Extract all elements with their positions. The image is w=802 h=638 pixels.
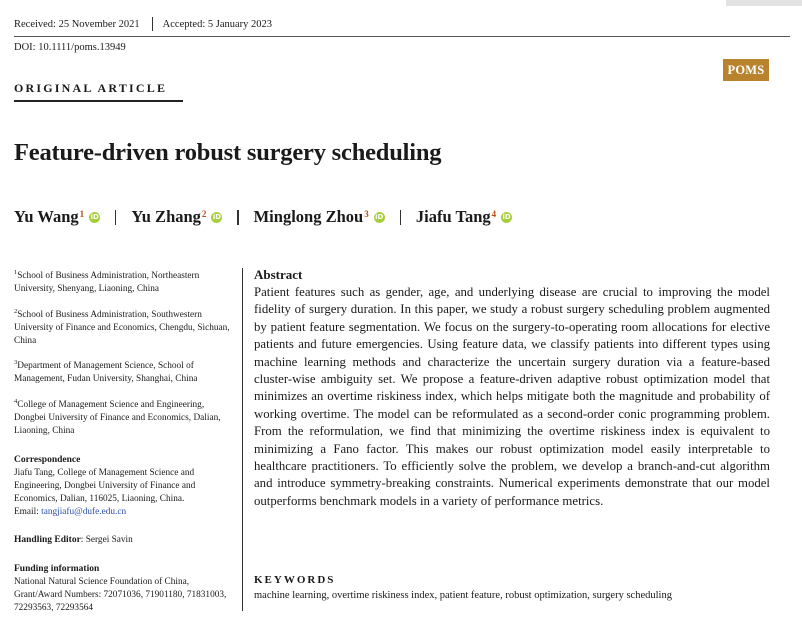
affiliation-text: Department of Management Science, School of Management, Fudan University, Shanghai, China — [14, 361, 198, 385]
affiliation-text: School of Business Administration, Southwestern University of Finance and Economics, Chengdu, Sichuan, China — [14, 309, 230, 346]
author-affiliation-sup: 3 — [364, 209, 369, 219]
author-4[interactable] — [416, 207, 512, 227]
article-info-column — [14, 266, 230, 625]
author-name: Yu Wang — [14, 207, 79, 226]
window-corner-strip — [726, 0, 802, 6]
orcid-icon[interactable]: iD — [375, 212, 384, 221]
affiliation — [14, 356, 230, 386]
keywords-text: machine learning, overtime riskiness index, patient feature, robust optimization, surgery scheduling — [254, 590, 672, 601]
author-divider — [115, 210, 116, 225]
affiliation — [14, 305, 230, 348]
author-affiliation-sup: 1 — [79, 209, 85, 219]
author-2[interactable] — [131, 207, 222, 227]
header-rule — [14, 36, 790, 37]
journal-logo: POMS — [723, 59, 769, 81]
funding-block — [14, 563, 230, 615]
handling-editor-name: : Sergei Savin — [80, 534, 133, 545]
orcid-icon[interactable]: iD — [212, 212, 222, 221]
correspondence-heading: Correspondence — [14, 454, 81, 465]
author-3[interactable] — [254, 207, 385, 227]
author-affiliation-sup: 4 — [491, 209, 497, 219]
orcid-icon[interactable]: iD — [90, 212, 99, 221]
article-type-rule — [14, 100, 183, 102]
handling-editor-label: Handling Editor — [14, 534, 81, 545]
affiliation-number: 3 — [14, 359, 18, 367]
article-title: Feature-driven robust surgery scheduling — [14, 139, 442, 166]
doi[interactable]: DOI: 10.1111/poms.13949 — [14, 42, 126, 53]
correspondence-text: Jiafu Tang, College of Management Science and Engineering, Dongbei University of Finance and Economics, Dalian, 116025, Liaoning, China. — [14, 467, 196, 504]
author-list — [14, 207, 512, 227]
author-divider — [400, 210, 401, 225]
received-date: Received: 25 November 2021 — [14, 18, 140, 30]
correspondence-email-line — [14, 506, 230, 519]
author-divider — [237, 210, 238, 225]
abstract-text: Patient features such as gender, age, and underlying disease are crucial to improving the model fidelity of surgery duration. In this paper, we study a robust surgery scheduling problem augmented by patient feature segmentation. We focus on the surgery-to-operating room allocations for elective patients and future emergencies. Using feature data, we classify patients into different types using machine learning methods and characterize the uncertain surgery duration via a feature-based cluster-wise ambiguity set. We propose a feature-driven adaptive robust optimization model that minimizes an overtime riskiness index, which helps mitigate both the magnitude and probability of working overtime. The model can be reformulated as a second-order conic programming problem. From the reformulation, we find that minimizing the overtime riskiness index is equivalent to minimizing a Fano factor. This makes our robust optimization model easily interpretable to healthcare practitioners. To efficiently solve the problem, we develop a branch-and-cut algorithm and introduce symmetry-breaking constraints. Numerical experiments demonstrate that our model outperforms benchmark models in a variety of performance metrics. — [254, 285, 770, 508]
affiliation — [14, 395, 230, 438]
email-label: Email: — [14, 506, 42, 517]
affiliation-number: 2 — [14, 307, 18, 315]
affiliation-number: 4 — [14, 397, 18, 405]
abstract-heading: Abstract — [254, 267, 303, 282]
handling-editor-block — [14, 534, 230, 547]
column-divider — [242, 268, 243, 611]
keywords-heading: KEYWORDS — [254, 574, 336, 586]
author-name: Jiafu Tang — [415, 207, 491, 226]
author-affiliation-sup: 2 — [201, 209, 207, 219]
affiliation-text: School of Business Administration, Northeastern University, Shenyang, Liaoning, China — [14, 271, 200, 295]
author-name: Yu Zhang — [131, 207, 201, 226]
affiliation-text: College of Management Science and Engineering, Dongbei University of Finance and Economics, Dalian, Liaoning, China — [14, 399, 221, 436]
author-name: Minglong Zhou — [253, 207, 364, 226]
funding-heading: Funding information — [14, 563, 100, 574]
affiliation — [14, 266, 230, 296]
email-link[interactable]: tangjiafu@dufe.edu.cn — [41, 506, 127, 517]
received-accepted-row — [14, 17, 272, 31]
article-type-label: ORIGINAL ARTICLE — [14, 81, 168, 95]
affiliation-number: 1 — [14, 269, 18, 276]
accepted-date: Accepted: 5 January 2023 — [162, 18, 273, 30]
author-1[interactable] — [14, 207, 100, 227]
orcid-icon[interactable]: iD — [502, 212, 511, 221]
header-separator — [152, 17, 153, 31]
funding-text: National Natural Science Foundation of China, Grant/Award Numbers: 72071036, 71901180, 71831003, 72293563, 72293564 — [14, 576, 227, 613]
correspondence-block — [14, 454, 230, 519]
